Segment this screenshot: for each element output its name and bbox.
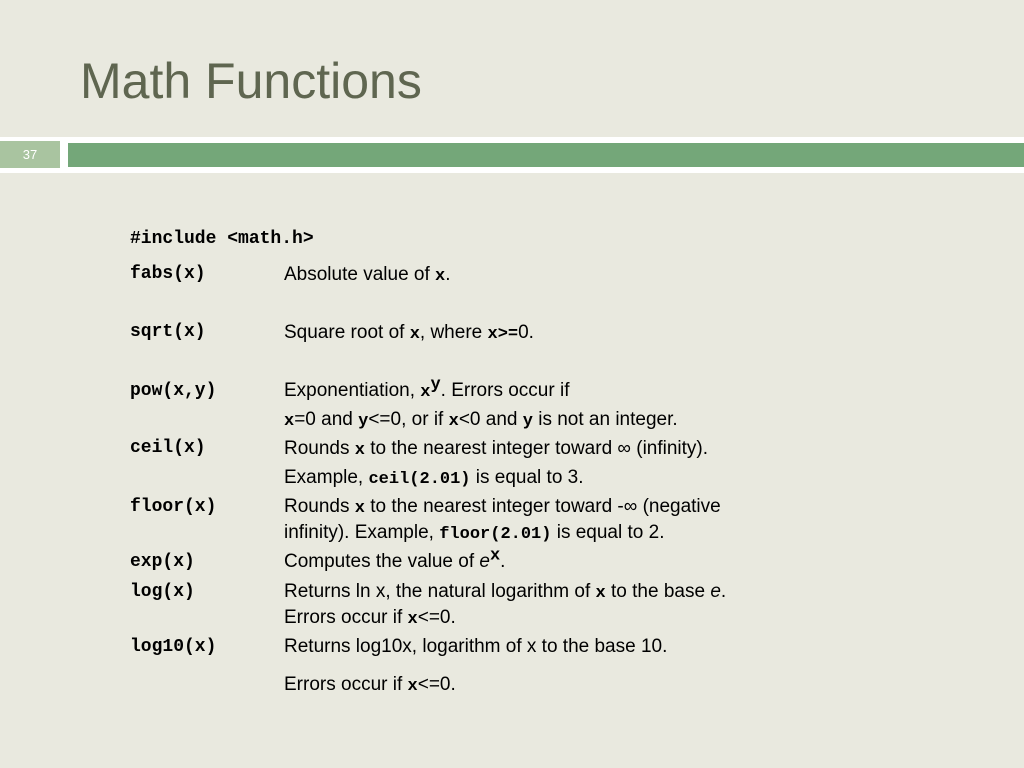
function-description (284, 465, 584, 493)
description-text: to the base (605, 581, 711, 602)
description-text: x (435, 267, 446, 286)
description-text: <=0. (417, 674, 456, 695)
description-text: . (500, 551, 506, 572)
function-description (284, 436, 708, 464)
description-text: Errors occur if (284, 607, 408, 628)
description-text: y (522, 412, 533, 431)
description-text: x (420, 383, 431, 402)
description-text: Square root of (284, 322, 410, 343)
function-description (284, 375, 570, 406)
description-text: Rounds (284, 438, 355, 459)
description-text: Computes the value of (284, 551, 480, 572)
function-description (284, 520, 664, 548)
function-description (284, 494, 721, 522)
description-text: x (354, 499, 365, 518)
description-text: y (430, 375, 441, 395)
description-text: Absolute value of (284, 264, 436, 285)
description-text: =0 and (294, 409, 359, 430)
function-name: sqrt(x) (130, 322, 206, 342)
description-text: x (407, 610, 418, 629)
slide-title: Math Functions (80, 53, 422, 109)
description-text: x>= (487, 325, 519, 344)
description-text: . Errors occur if (440, 380, 570, 401)
function-name: pow(x,y) (130, 381, 217, 401)
function-description (284, 634, 667, 660)
description-text: . (720, 581, 727, 602)
function-name: floor(x) (130, 497, 217, 517)
function-description (284, 320, 534, 348)
function-description (284, 579, 726, 607)
description-text: Returns log10x, logarithm of x to the base 10. (284, 636, 668, 657)
description-text: x (284, 412, 295, 431)
description-text: <=0, or if (368, 409, 449, 430)
function-name: ceil(x) (130, 438, 206, 458)
function-name: fabs(x) (130, 264, 206, 284)
description-text: x (354, 441, 365, 460)
description-text: e (710, 581, 721, 602)
description-text: x (407, 677, 418, 696)
description-text: x (489, 546, 501, 566)
description-text: . (445, 264, 451, 285)
description-text: Returns ln x, the natural logarithm of (284, 581, 596, 602)
description-text: to the nearest integer toward ∞ (infinity). (364, 438, 709, 459)
description-text: y (358, 412, 369, 431)
function-name: log10(x) (130, 637, 217, 657)
description-text: x (409, 325, 420, 344)
function-description (284, 546, 506, 575)
description-text: e (479, 551, 490, 572)
description-text: is equal to 3. (470, 467, 584, 488)
function-description (284, 262, 451, 290)
description-text: <0 and (458, 409, 523, 430)
slide-number: 37 (0, 141, 60, 168)
include-directive: #include <math.h> (130, 229, 314, 249)
description-text: , where (419, 322, 488, 343)
description-text: to the nearest integer toward -∞ (negative (364, 496, 721, 517)
description-text: 0. (518, 322, 534, 343)
description-text: Exponentiation, (284, 380, 421, 401)
description-text: is equal to 2. (551, 522, 665, 543)
description-text: Errors occur if (284, 674, 408, 695)
function-description (284, 605, 456, 633)
description-text: x (448, 412, 459, 431)
function-name: log(x) (130, 582, 195, 602)
description-text: is not an integer. (532, 409, 678, 430)
description-text: Rounds (284, 496, 355, 517)
description-text: infinity). Example, (284, 522, 440, 543)
function-description (284, 672, 456, 700)
function-name: exp(x) (130, 552, 195, 572)
description-text: <=0. (417, 607, 456, 628)
description-text: Example, (284, 467, 369, 488)
description-text: floor(2.01) (439, 525, 552, 544)
description-text: x (595, 584, 606, 603)
description-text: ceil(2.01) (368, 470, 471, 489)
function-description (284, 407, 678, 435)
